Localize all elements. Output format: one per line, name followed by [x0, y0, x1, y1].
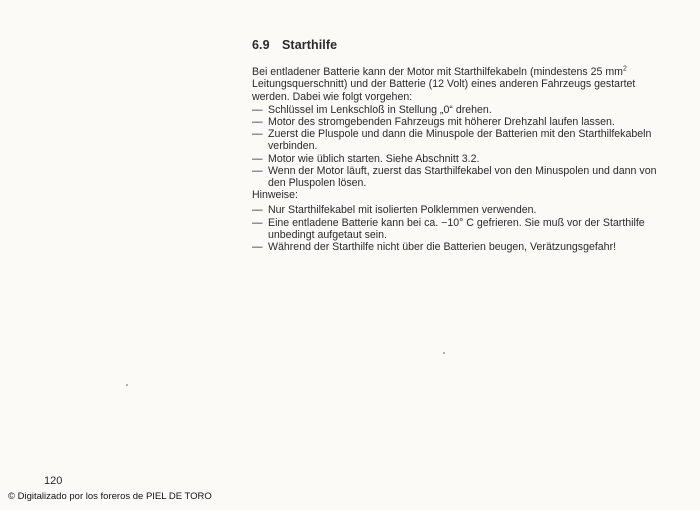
list-item — [252, 241, 662, 253]
list-item — [252, 153, 662, 165]
dash-marker: — — [252, 103, 263, 116]
list-item — [252, 204, 662, 216]
section-heading — [252, 39, 662, 51]
list-item — [252, 217, 662, 241]
copyright-footer: © Digitalizado por los foreros de PIEL DE TORO — [8, 491, 212, 502]
list-item-text: Wenn der Motor läuft, zuerst das Starthilfekabel von den Minuspolen und dann von den Pluspolen lösen. — [268, 164, 657, 190]
procedure-list — [252, 104, 662, 189]
dash-marker: — — [252, 152, 263, 165]
list-item-text: Während der Starthilfe nicht über die Batterien beugen, Verätzungsgefahr! — [268, 241, 617, 254]
list-item-text: Zuerst die Pluspole und dann die Minuspole der Batterien mit den Starthilfekabeln verbinden. — [268, 128, 652, 153]
list-item — [252, 116, 662, 128]
list-item — [252, 165, 662, 189]
list-item-text: Motor des stromgebenden Fahrzeugs mit höherer Drehzahl laufen lassen. — [268, 116, 615, 129]
dash-marker: — — [252, 116, 263, 129]
list-item-text: Nur Starthilfekabel mit isolierten Polklemmen verwenden. — [268, 204, 537, 217]
section-title: Starthilfe — [282, 38, 338, 52]
list-item — [252, 104, 662, 116]
list-item-text: Motor wie üblich starten. Siehe Abschnitt 3.2. — [268, 152, 480, 165]
intro-text-end: Leitungsquerschnitt) und der Batterie (12 Volt) eines anderen Fahrzeugs gestartet werden. Dabei wie folgt vorgehen: — [252, 78, 636, 103]
list-item-text: Schlüssel im Lenkschloß in Stellung „0“ drehen. — [268, 103, 492, 116]
dash-marker: — — [252, 241, 263, 254]
notes-label: Hinweise: — [252, 189, 298, 202]
dash-marker: — — [252, 204, 263, 217]
page-number: 120 — [44, 475, 63, 487]
list-item-text: Eine entladene Batterie kann bei ca. −10° C gefrieren. Sie muß vor der Starthilfe unbedingt aufgetaut sein. — [268, 216, 645, 241]
list-item — [252, 128, 662, 152]
intro-paragraph — [252, 66, 662, 103]
notes-list — [252, 204, 662, 253]
paper-speck — [126, 384, 128, 386]
intro-superscript: 2 — [622, 65, 627, 73]
dash-marker: — — [252, 216, 263, 229]
paper-speck — [443, 352, 445, 354]
intro-text-start: Bei entladener Batterie kann der Motor mit Starthilfekabeln (mindestens 25 mm — [252, 66, 623, 79]
section-number: 6.9 — [252, 38, 270, 52]
section-6-9 — [252, 39, 662, 253]
dash-marker: — — [252, 128, 263, 141]
dash-marker: — — [252, 164, 263, 177]
